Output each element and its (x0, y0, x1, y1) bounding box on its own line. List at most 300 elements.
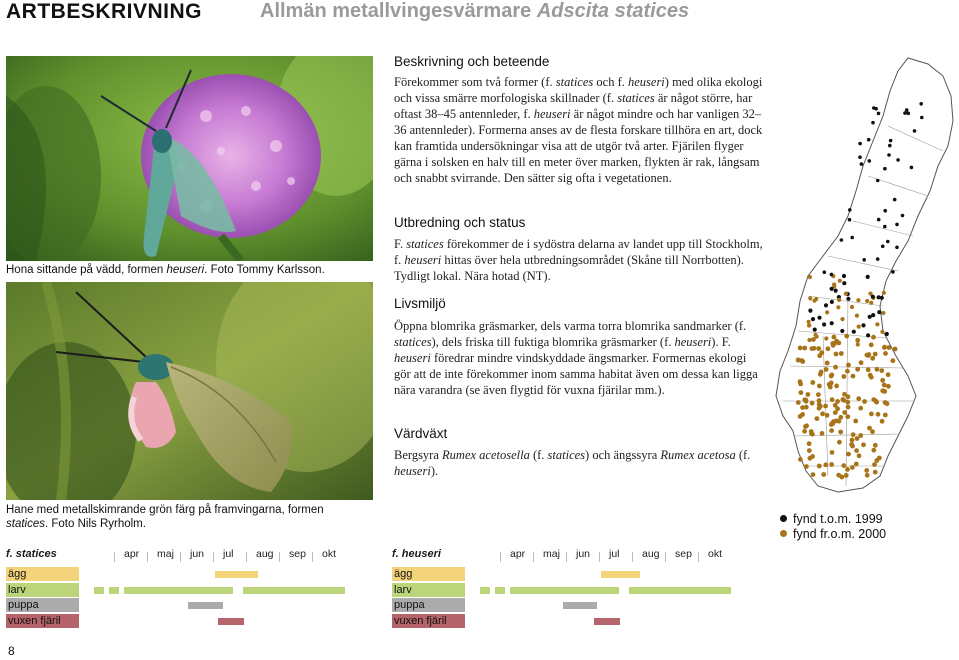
text-run: heuseri (394, 351, 431, 365)
map-dot (871, 335, 876, 340)
map-dot (823, 462, 828, 467)
stage-label: larv (6, 583, 79, 597)
text-run: statices (617, 91, 655, 105)
map-dot (825, 361, 830, 366)
map-dot (873, 470, 878, 475)
text-run: Rumex acetosa (660, 448, 736, 462)
map-dot (869, 301, 873, 305)
text-run: heuseri (404, 253, 442, 267)
photo-female-on-flower (6, 56, 373, 261)
phenology-bar (218, 618, 244, 625)
page-number: 8 (8, 644, 15, 658)
map-dot (860, 162, 864, 166)
map-dot (806, 392, 811, 397)
map-dot (833, 365, 838, 370)
map-dot (861, 323, 865, 327)
map-dot (845, 467, 850, 472)
map-dot (804, 405, 809, 410)
map-dot (871, 295, 875, 299)
map-dot (817, 384, 822, 389)
phenology-chart-heuseri (392, 548, 737, 632)
legend-dot-new (780, 530, 787, 537)
month-label: okt (322, 548, 337, 560)
map-dot (855, 338, 860, 343)
map-dot (813, 328, 817, 332)
map-dot (822, 322, 826, 326)
map-dot (808, 296, 812, 300)
map-dot (891, 358, 896, 363)
month-label: sep (289, 548, 306, 560)
phenology-bar (495, 587, 505, 594)
map-dot (840, 238, 844, 242)
map-dot (830, 321, 834, 325)
text-run: (f. (529, 448, 548, 462)
stage-label: vuxen fjäril (6, 614, 79, 628)
phenology-bar (215, 571, 258, 578)
map-dot (871, 313, 875, 317)
map-dot (870, 356, 875, 361)
map-dot (879, 368, 884, 373)
map-dot (838, 279, 842, 283)
map-dot (817, 464, 822, 469)
map-dot (891, 270, 895, 274)
caption-text: Hona sittande på vädd, formen (6, 264, 167, 276)
legend-item-new (780, 527, 886, 541)
map-dot (798, 382, 803, 387)
text-run: är något mindre och har vanligen 32–36 antennleder). Formerna anses av de flesta forskare tillhöra en art, dock kan framtida undersökningar visa att de utgör två arter. Fjärilen flyger gärna i solsken en halv till en meter över marken, flykten är rak, långsam och snabbt svirrande. Den sätter sig ofta i vegetationen. (394, 107, 763, 185)
map-dot (887, 153, 891, 157)
map-dot (834, 384, 839, 389)
map-dot (855, 367, 860, 372)
map-dot (855, 436, 860, 441)
map-dot (836, 473, 841, 478)
month-label: apr (124, 548, 140, 560)
map-dot (821, 472, 826, 477)
month-divider (147, 552, 148, 562)
stage-label: puppa (6, 598, 79, 612)
phenology-title: f. statices (6, 548, 57, 560)
caption-text: . Foto Nils Ryrholm. (45, 518, 146, 530)
photo-female-caption (6, 263, 373, 277)
month-divider (632, 552, 633, 562)
map-dot (845, 414, 850, 419)
phenology-chart-statices (6, 548, 351, 632)
map-dot (856, 342, 860, 346)
text-run: Förekommer som två former (f. (394, 75, 556, 89)
photo-male-caption (6, 503, 376, 531)
text-run: statices (547, 448, 586, 462)
map-dot (865, 353, 870, 358)
text-run: Bergsyra (394, 448, 443, 462)
month-label: jun (190, 548, 205, 560)
map-dot (907, 112, 911, 116)
map-dot (857, 325, 861, 329)
map-dot (824, 303, 828, 307)
map-dot (871, 121, 875, 125)
map-dot (919, 102, 923, 106)
map-dot (841, 397, 846, 402)
map-dot (877, 112, 881, 116)
month-divider (246, 552, 247, 562)
map-dot (880, 419, 885, 424)
map-dot (803, 398, 808, 403)
map-dot (830, 397, 835, 402)
map-dot (883, 351, 888, 356)
month-divider (500, 552, 501, 562)
map-dot (829, 374, 834, 379)
map-dot (827, 382, 832, 387)
legend-label-old: fynd t.o.m. 1999 (793, 512, 883, 526)
map-dot (867, 138, 871, 142)
map-dot (889, 139, 893, 143)
map-dot (840, 317, 844, 321)
phenology-bar (510, 587, 619, 594)
map-dot (856, 298, 860, 302)
map-dot (858, 406, 863, 411)
map-dot (846, 452, 851, 457)
map-dot (817, 353, 822, 358)
section-body-beskrivning (394, 74, 764, 186)
map-dot (856, 396, 861, 401)
section-body-utbredning (394, 236, 764, 284)
month-divider (312, 552, 313, 562)
map-dot (846, 297, 850, 301)
caption-form: statices (6, 518, 45, 530)
section-title: ARTBESKRIVNING (6, 0, 203, 23)
map-dot (874, 399, 879, 404)
month-label: jul (223, 548, 234, 560)
common-name: Allmän metallvingesvärmare (260, 0, 532, 22)
month-label: aug (256, 548, 274, 560)
month-divider (279, 552, 280, 562)
month-label: jun (576, 548, 591, 560)
map-dot (852, 330, 856, 334)
map-dot (866, 367, 871, 372)
map-dot (807, 320, 811, 324)
sweden-outline (776, 58, 953, 492)
text-run: Öppna blomrika gräsmarker, dels varma torra blomrika sandmarker (f. (394, 319, 747, 333)
map-dot (895, 246, 899, 250)
map-dot (844, 473, 849, 478)
map-dot (869, 412, 874, 417)
month-divider (599, 552, 600, 562)
map-dot (802, 346, 807, 351)
map-dot (807, 448, 812, 453)
map-dot (829, 428, 834, 433)
map-dot (851, 432, 856, 437)
stage-label: larv (392, 583, 465, 597)
phenology-bar (629, 587, 731, 594)
phenology-bar (124, 587, 233, 594)
map-dot (880, 388, 885, 393)
map-dot (850, 465, 855, 470)
map-dot (920, 116, 924, 120)
map-dot (877, 456, 882, 461)
map-dot (873, 352, 878, 357)
map-dot (885, 332, 889, 336)
map-dot (819, 370, 824, 375)
map-dot (842, 274, 846, 278)
map-dot (876, 257, 880, 261)
map-dot (845, 400, 850, 405)
map-dot (816, 346, 821, 351)
map-dot (802, 429, 807, 434)
map-dot (837, 298, 841, 302)
map-dot (804, 423, 809, 428)
map-dot (849, 442, 854, 447)
map-dot (798, 457, 803, 462)
map-dot (883, 225, 887, 229)
legend-label-new: fynd fr.o.m. 2000 (793, 527, 887, 541)
month-label: sep (675, 548, 692, 560)
map-dot (859, 360, 864, 365)
map-dot (800, 412, 805, 417)
text-run: F. (394, 237, 407, 251)
map-dot (886, 240, 890, 244)
map-dot (883, 413, 888, 418)
text-run: Rumex acetosella (442, 448, 530, 462)
map-dot (835, 406, 840, 411)
month-label: maj (157, 548, 174, 560)
text-run: heuseri (394, 464, 431, 478)
map-dot (875, 367, 880, 372)
map-dot (877, 218, 881, 222)
map-dot (880, 296, 884, 300)
map-dot (850, 236, 854, 240)
map-dot (867, 426, 872, 431)
map-dot (842, 392, 847, 397)
map-dot (910, 166, 914, 170)
map-dot (868, 159, 872, 163)
text-run: heuseri (627, 75, 665, 89)
map-dot (855, 314, 859, 318)
map-dot (882, 383, 887, 388)
map-dot (893, 198, 897, 202)
map-dot (882, 291, 886, 295)
map-dot (829, 462, 834, 467)
map-dot (820, 431, 825, 436)
text-run: ) och ängssyra (585, 448, 661, 462)
map-dot (842, 410, 847, 415)
map-dot (872, 462, 877, 467)
map-dot (826, 346, 831, 351)
map-dot (876, 179, 880, 183)
section-heading-utbredning: Utbredning och status (394, 215, 526, 230)
map-dot (814, 297, 818, 301)
sweden-map-svg (768, 56, 958, 496)
map-dot (796, 400, 801, 405)
phenology-bar (188, 602, 223, 609)
map-dot (880, 378, 885, 383)
map-dot (876, 412, 881, 417)
map-dot (829, 422, 834, 427)
month-divider (665, 552, 666, 562)
text-run: ). (430, 464, 439, 478)
map-dot (823, 404, 828, 409)
map-dot (862, 258, 866, 262)
map-dot (895, 223, 899, 227)
map-dot (836, 305, 840, 309)
map-dot (842, 281, 846, 285)
map-dot (858, 155, 862, 159)
map-dot (857, 453, 862, 458)
map-dot (830, 300, 834, 304)
map-dot (881, 311, 885, 315)
map-dot (824, 336, 828, 340)
phenology-bar (480, 587, 490, 594)
map-dot (845, 369, 850, 374)
month-divider (566, 552, 567, 562)
text-run: (f. (735, 448, 751, 462)
map-dot (807, 338, 811, 342)
map-legend (780, 512, 886, 541)
text-run: ). F. (711, 335, 731, 349)
phenology-bar (601, 571, 641, 578)
map-dot (838, 430, 843, 435)
map-dot (796, 358, 801, 363)
map-dot (869, 342, 874, 347)
map-dot (830, 450, 835, 455)
photo-male (6, 282, 373, 500)
distribution-map (768, 56, 958, 496)
map-dot (834, 289, 838, 293)
map-dot (875, 322, 879, 326)
text-run: hittas över hela utbredningsområdet (Skåne till Norrbotten). Tydligt lokal. Nära hotad (NT). (394, 253, 744, 283)
map-dot (798, 346, 803, 351)
map-dot (886, 372, 891, 377)
text-run: statices (394, 335, 432, 349)
month-label: apr (510, 548, 526, 560)
map-dot (842, 374, 847, 379)
map-dot (866, 275, 870, 279)
caption-text: . Foto Tommy Karlsson. (204, 264, 325, 276)
map-dot (864, 468, 869, 473)
map-dot (848, 208, 852, 212)
map-dot (799, 390, 804, 395)
map-dot (887, 345, 892, 350)
map-dot (877, 310, 881, 314)
text-run: ) med olika ekologi och vissa smärre morfologiska skillnader (f. (394, 75, 763, 105)
map-dot (905, 108, 909, 112)
section-body-vardvaxt (394, 447, 764, 479)
legend-item-old (780, 512, 886, 526)
map-dot (854, 462, 859, 467)
section-body-livsmiljo (394, 318, 764, 398)
map-dot (901, 214, 905, 218)
map-dot (885, 401, 890, 406)
text-run: är något större, har oftast 38–45 antennleder, f. (394, 91, 753, 121)
caption-text: Hane med metallskimrande grön färg på framvingarna, formen (6, 504, 324, 516)
map-dot (883, 209, 887, 213)
text-run: förekommer de i sydöstra delarna av landet upp till Stockholm, f. (394, 237, 763, 267)
map-dot (872, 106, 876, 110)
map-dot (880, 330, 884, 334)
text-run: ), dels friska till fuktiga blomrika gräsmarker (f. (431, 335, 675, 349)
map-dot (832, 335, 837, 340)
text-run: statices (555, 75, 594, 89)
map-dot (804, 464, 809, 469)
map-dot (837, 419, 842, 424)
month-label: okt (708, 548, 723, 560)
legend-dot-old (780, 515, 787, 522)
phenology-bar (594, 618, 620, 625)
map-dot (807, 323, 811, 327)
map-dot (858, 433, 863, 438)
text-run: och f. (593, 75, 628, 89)
map-dot (810, 346, 815, 351)
map-dot (851, 374, 856, 379)
map-dot (834, 352, 839, 357)
month-divider (213, 552, 214, 562)
month-divider (114, 552, 115, 562)
map-dot (817, 316, 821, 320)
text-run: föredrar mindre vindskyddade ängsmarker. Formernas ekologi gör att de inte förekommer inom samma habitat även om dessa kan ligga nära varandra (se även flygtid för vuxna fjärilar mm.). (394, 351, 758, 397)
map-dot (816, 392, 821, 397)
species-title (260, 0, 689, 23)
map-dot (825, 310, 829, 314)
map-dot (861, 442, 866, 447)
map-dot (913, 129, 917, 133)
map-dot (844, 334, 849, 339)
map-dot (896, 158, 900, 162)
map-dot (853, 419, 858, 424)
phenology-title: f. heuseri (392, 548, 441, 560)
stage-label: vuxen fjäril (392, 614, 465, 628)
text-run: heuseri (674, 335, 712, 349)
map-dot (873, 443, 878, 448)
map-dot (871, 448, 876, 453)
map-dot (858, 142, 862, 146)
map-dot (840, 329, 844, 333)
map-dot (820, 411, 825, 416)
map-dot (866, 333, 870, 337)
map-dot (848, 218, 852, 222)
map-dot (854, 448, 859, 453)
map-dot (893, 347, 898, 352)
section-heading-livsmiljo: Livsmiljö (394, 296, 446, 311)
map-dot (811, 472, 816, 477)
phenology-bar (243, 587, 345, 594)
map-dot (881, 245, 885, 249)
map-dot (824, 367, 829, 372)
map-dot (830, 341, 835, 346)
month-label: aug (642, 548, 660, 560)
phenology-bar (109, 587, 119, 594)
map-dot (808, 309, 812, 313)
month-divider (533, 552, 534, 562)
map-dot (808, 275, 812, 279)
map-dot (810, 432, 815, 437)
map-dot (818, 404, 823, 409)
stage-label: puppa (392, 598, 465, 612)
map-dot (865, 299, 869, 303)
month-divider (698, 552, 699, 562)
map-dot (850, 438, 855, 443)
map-dot (862, 399, 867, 404)
month-label: maj (543, 548, 560, 560)
stage-label: ägg (6, 567, 79, 581)
map-dot (830, 273, 834, 277)
map-dot (882, 345, 887, 350)
map-dot (807, 441, 812, 446)
caption-form: heuseri (166, 264, 205, 276)
text-run: statices (406, 237, 444, 251)
map-dot (841, 463, 846, 468)
map-dot (810, 380, 815, 385)
map-dot (844, 292, 848, 296)
map-dot (813, 333, 817, 337)
map-dot (810, 454, 815, 459)
